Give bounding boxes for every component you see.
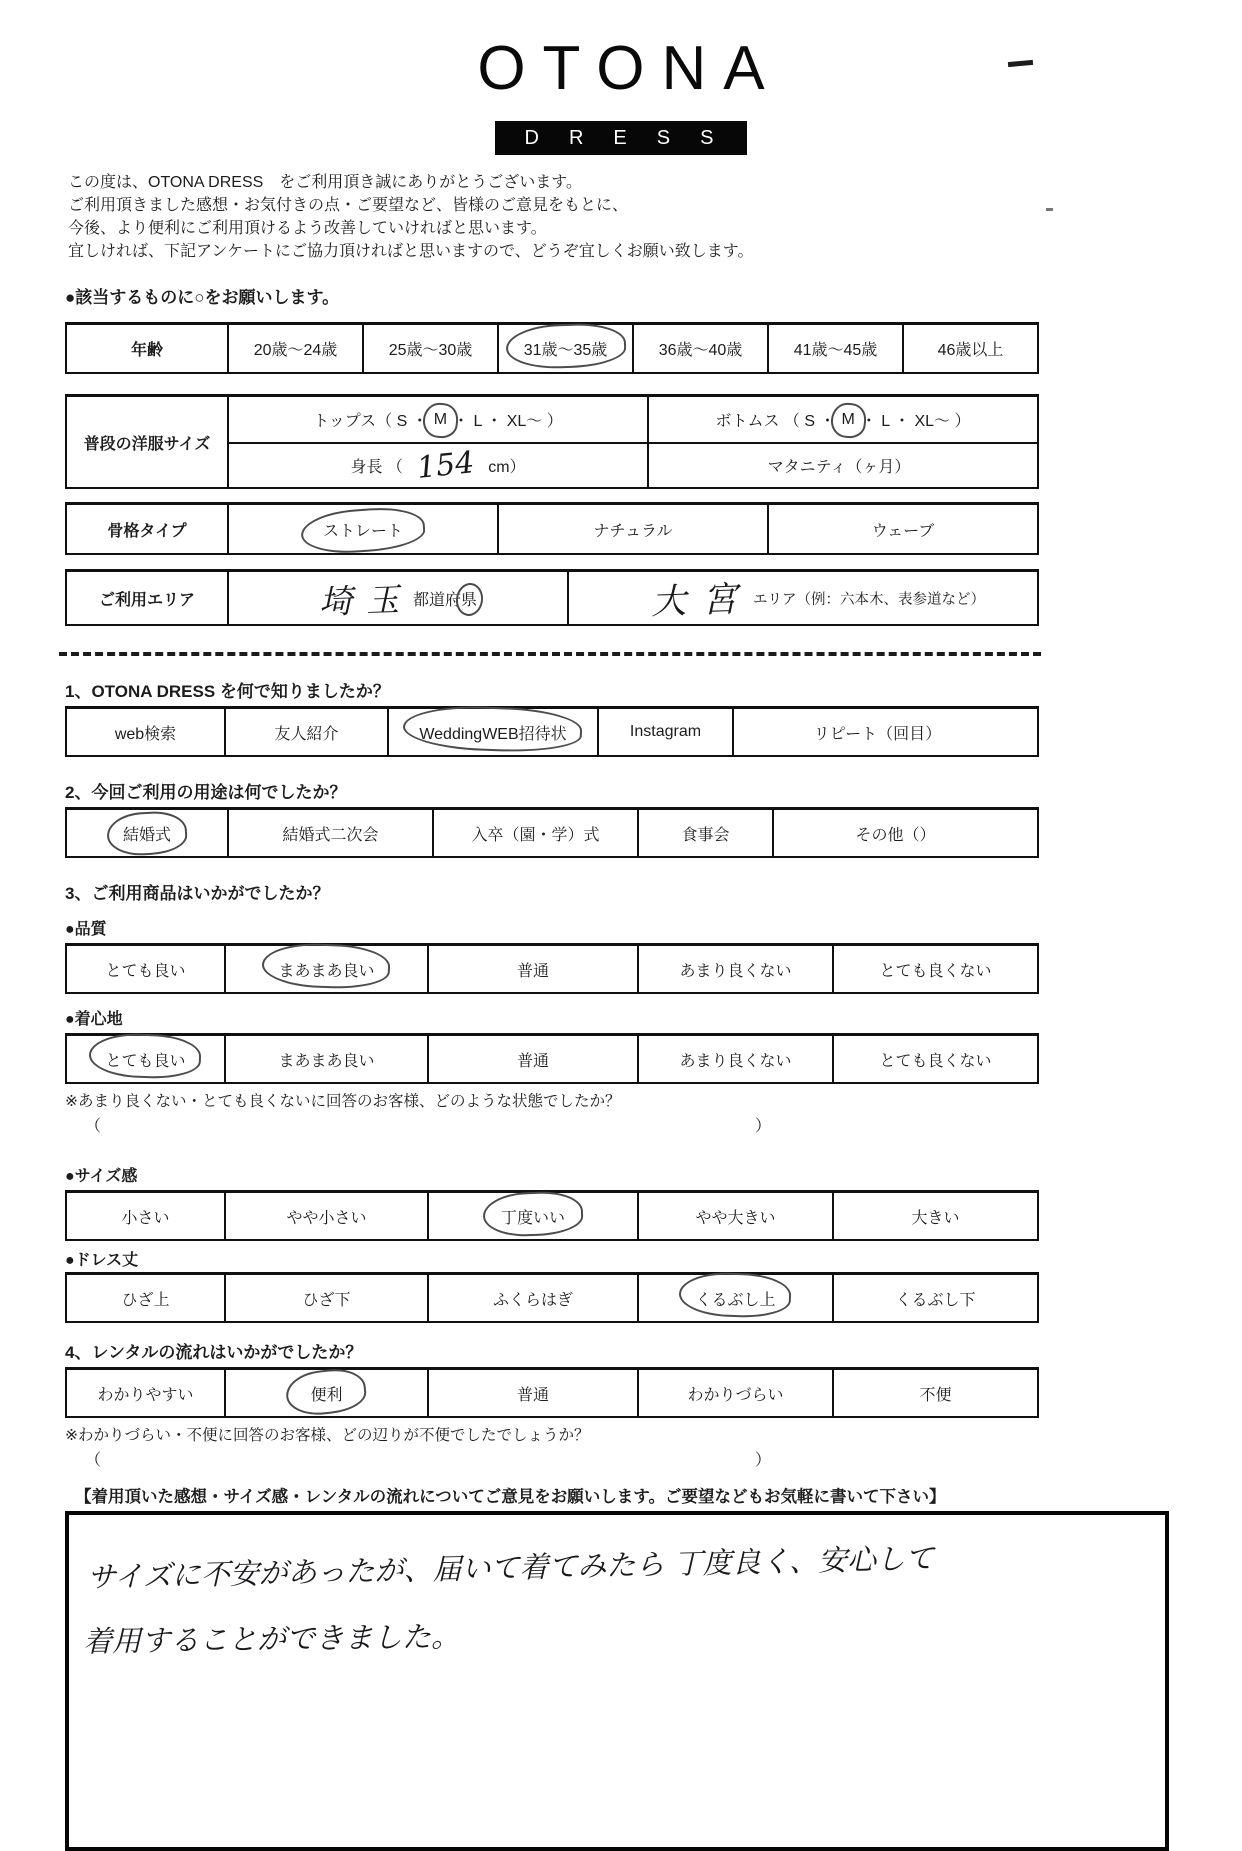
fit-option-label: やや小さい [286, 1209, 367, 1227]
comfort-note: ※あまり良くない・とても良くないに回答のお客様、どのような状態でしたか？ [65, 1093, 621, 1110]
prefecture-label [413, 587, 477, 610]
fit-option-cell [832, 1193, 1037, 1239]
comfort-option-label: 普通 [516, 1052, 549, 1070]
skeleton-type-table [65, 502, 1039, 555]
comfort-label: ●着心地 [65, 1011, 123, 1028]
q2-option-label: 結婚式二次会 [282, 826, 379, 844]
fit-option-cell [67, 1193, 224, 1239]
skeleton-option-label: ナチュラル [593, 522, 673, 540]
q1-table [65, 706, 1039, 757]
q4-note: ※わかりづらい・不便に回答のお客様、どの辺りが不便でしたでしょうか？ [65, 1427, 590, 1444]
q1-repeat-close: ） [925, 725, 942, 743]
comfort-option-label: あまり良くない [679, 1052, 792, 1070]
comfort-option-cell [427, 1036, 637, 1082]
selection-circle [434, 411, 447, 429]
comfort-table [65, 1033, 1039, 1084]
paren-close: ） [755, 1118, 772, 1135]
selection-circle [501, 1205, 565, 1228]
paren-open: （ [85, 1118, 102, 1135]
skeleton-option-label: ウェーブ [871, 522, 935, 540]
length-option-cell [427, 1275, 637, 1321]
q4-answer-line [65, 1447, 1035, 1471]
skeleton-option-cell [497, 505, 767, 553]
bottoms-size-prefix: ボトムス （ S ・ [715, 413, 836, 430]
q2-table [65, 807, 1039, 858]
quality-option-label: あまり良くない [679, 962, 792, 980]
fit-option-label: 小さい [121, 1209, 170, 1227]
comfort-option-label: とても良くない [879, 1052, 992, 1070]
length-option-label: ひざ上 [121, 1291, 170, 1309]
q1-repeat-mid: 回目 [893, 725, 926, 743]
tops-size-cell [227, 397, 647, 442]
comfort-option-label: とても良い [105, 1052, 186, 1070]
intro-text [65, 171, 1035, 263]
bottoms-size-suffix: ・ L ・ XL～ ） [860, 413, 971, 430]
fit-option-cell [427, 1193, 637, 1239]
dress-length-label: ●ドレス丈 [65, 1252, 139, 1269]
selection-circle [323, 518, 403, 541]
quality-option-cell [67, 946, 224, 992]
age-option-cell [362, 325, 497, 372]
prefecture-cell [227, 572, 567, 624]
q1-option-label: web検索 [114, 725, 177, 743]
comment-handwritten-line: サイズに不安があったが、届いて着てみたら 丁度良く、安心して [86, 1541, 935, 1595]
age-option-label: 20歳～24歳 [253, 342, 338, 359]
age-option-label: 31歳～35歳 [523, 342, 608, 359]
city-cell [567, 572, 1037, 624]
selection-circle [310, 1382, 342, 1405]
age-option-cell [902, 325, 1037, 372]
comfort-option-cell [67, 1036, 224, 1082]
bottoms-size-selected: M [841, 410, 855, 428]
area-row-label: ご利用エリア [98, 591, 195, 609]
q3-title: 3、ご利用商品はいかがでしたか？ [65, 884, 330, 903]
q4-option-cell [427, 1370, 637, 1416]
age-option-label: 46歳以上 [937, 342, 1004, 359]
comment-box [65, 1511, 1169, 1851]
intro-line: 宜しければ、下記アンケートにご協力頂ければと思いますので、どうぞ宜しくお願い致します。 [68, 243, 754, 260]
bottoms-size-cell [647, 397, 1037, 442]
q2-other-close: ） [919, 826, 936, 844]
q2-option-label: 食事会 [681, 826, 730, 844]
comfort-option-label: まあまあ良い [278, 1052, 375, 1070]
q2-option-label: 入卒（園・学）式 [471, 826, 600, 844]
comment-box-header: 【着用頂いた感想・サイズ感・レンタルの流れについてご意見をお願いします。ご要望などもお気軽に書いて下さい】 [75, 1488, 946, 1506]
paren-open: （ [85, 1452, 102, 1469]
quality-option-label: 普通 [516, 962, 549, 980]
q2-option-cell [432, 810, 637, 856]
selection-circle [123, 822, 171, 845]
q1-option-label: Instagram [629, 723, 702, 740]
q4-table [65, 1367, 1039, 1418]
quality-option-label: とても良い [105, 962, 186, 980]
quality-option-cell [637, 946, 832, 992]
fit-option-label: 丁度いい [500, 1209, 565, 1227]
age-option-label: 25歳～30歳 [388, 342, 473, 359]
selection-circle [842, 411, 855, 429]
age-row-label: 年齢 [130, 342, 163, 359]
fit-option-cell [637, 1193, 832, 1239]
q4-option-label: わかりやすい [97, 1386, 194, 1404]
scan-artifact [1046, 208, 1053, 211]
quality-option-cell [832, 946, 1037, 992]
tops-size-prefix: トップス（ S ・ [313, 413, 428, 430]
paren-close: ） [755, 1452, 772, 1469]
city-handwritten-value: 大宮 [650, 579, 754, 623]
selection-circle [419, 721, 566, 744]
maternity-cell [647, 442, 1037, 487]
age-option-cell [227, 325, 362, 372]
selection-circle [524, 337, 608, 360]
size-row-label: 普段の洋服サイズ [83, 435, 211, 453]
q1-option-cell [597, 709, 732, 755]
fit-option-label: やや大きい [695, 1209, 776, 1227]
skeleton-option-cell [227, 505, 497, 553]
comment-handwritten-line: 着用することができました。 [82, 1619, 461, 1659]
prefecture-label-prefix: 都道府 [412, 591, 461, 609]
length-option-label: くるぶし下 [895, 1291, 976, 1309]
logo [0, 0, 1242, 155]
q2-other-label: その他（ [855, 826, 920, 844]
quality-option-label: とても良くない [879, 962, 992, 980]
q4-option-label: 便利 [310, 1386, 343, 1404]
height-label: 身長 （ [350, 459, 403, 476]
selection-circle [695, 1287, 775, 1310]
section-instruction: ●該当するものに○をお願いします。 [65, 288, 340, 307]
quality-table [65, 943, 1039, 994]
age-table [65, 322, 1039, 374]
length-option-cell [224, 1275, 427, 1321]
age-option-cell [497, 325, 632, 372]
quality-label: ●品質 [65, 921, 107, 938]
q4-option-cell [224, 1370, 427, 1416]
height-handwritten-value: 154 [415, 445, 476, 486]
q4-option-label: わかりづらい [687, 1386, 784, 1404]
area-hint-label: エリア（例：六本木、表参道など） [753, 591, 985, 608]
q4-option-cell [637, 1370, 832, 1416]
q2-option-cell [67, 810, 227, 856]
clothing-size-table [65, 394, 1039, 489]
q1-option-label: 友人紹介 [274, 725, 339, 743]
intro-line: この度は、OTONA DRESS をご利用頂き誠にありがとうございます。 [68, 174, 583, 191]
length-option-label: ひざ下 [302, 1291, 351, 1309]
q4-option-label: 不便 [919, 1386, 952, 1404]
length-option-cell [637, 1275, 832, 1321]
maternity-unit: ヶ月） [862, 459, 911, 476]
q1-repeat-cell [732, 709, 1037, 755]
comfort-option-cell [637, 1036, 832, 1082]
q1-option-cell [387, 709, 597, 755]
prefecture-handwritten-value: 埼玉 [318, 578, 414, 622]
q4-option-cell [832, 1370, 1037, 1416]
selection-circle [461, 587, 477, 610]
age-option-label: 41歳～45歳 [793, 342, 878, 359]
quality-option-cell [224, 946, 427, 992]
logo-dress-bar: DRESS [495, 121, 748, 155]
intro-line: 今後、より便利にご利用頂けるよう改善していければと思います。 [68, 220, 547, 237]
prefecture-label-circled: 県 [461, 591, 478, 609]
height-cell [227, 442, 647, 487]
age-option-label: 36歳～40歳 [658, 342, 743, 359]
q1-title: 1、OTONA DRESS を何で知りましたか？ [65, 682, 390, 701]
length-option-cell [832, 1275, 1037, 1321]
q2-option-cell [227, 810, 432, 856]
q4-option-label: 普通 [516, 1386, 549, 1404]
q1-option-cell [224, 709, 387, 755]
fit-table [65, 1190, 1039, 1241]
skeleton-option-label: ストレート [322, 522, 403, 540]
age-option-cell [767, 325, 902, 372]
quality-option-cell [427, 946, 637, 992]
usage-area-table [65, 569, 1039, 626]
fit-option-cell [224, 1193, 427, 1239]
age-option-cell [632, 325, 767, 372]
quality-option-label: まあまあ良い [278, 962, 375, 980]
tops-size-suffix: ・ L ・ XL～ ） [453, 413, 563, 430]
tops-size-selected: M [433, 410, 448, 428]
maternity-label: マタニティ（ [767, 459, 863, 476]
skeleton-option-cell [767, 505, 1037, 553]
length-option-label: くるぶし上 [695, 1291, 776, 1309]
length-option-cell [67, 1275, 224, 1321]
fit-label: ●サイズ感 [65, 1168, 138, 1185]
skeleton-row-label: 骨格タイプ [107, 522, 187, 540]
selection-circle [278, 958, 374, 981]
q4-title: 4、レンタルの流れはいかがでしたか？ [65, 1343, 363, 1362]
dress-length-table [65, 1272, 1039, 1323]
q2-option-label: 結婚式 [122, 826, 171, 844]
q2-other-cell [772, 810, 1037, 856]
dashed-divider [59, 652, 1041, 656]
length-option-label: ふくらはぎ [492, 1291, 573, 1309]
comfort-answer-line [65, 1113, 1035, 1137]
selection-circle [105, 1048, 185, 1071]
intro-line: ご利用頂きました感想・お気付きの点・ご要望など、皆様のご意見をもとに、 [68, 197, 629, 214]
q2-title: 2、今回ご利用の用途は何でしたか？ [65, 783, 347, 802]
q2-option-cell [637, 810, 772, 856]
fit-option-label: 大きい [911, 1209, 960, 1227]
comfort-option-cell [224, 1036, 427, 1082]
comfort-option-cell [832, 1036, 1037, 1082]
logo-otona-text: OTONA [477, 34, 782, 103]
q4-option-cell [67, 1370, 224, 1416]
q1-option-label: WeddingWEB招待状 [419, 725, 567, 743]
q1-option-cell [67, 709, 224, 755]
height-unit: cm） [488, 459, 526, 476]
q1-repeat-label: リピート（ [813, 725, 894, 743]
